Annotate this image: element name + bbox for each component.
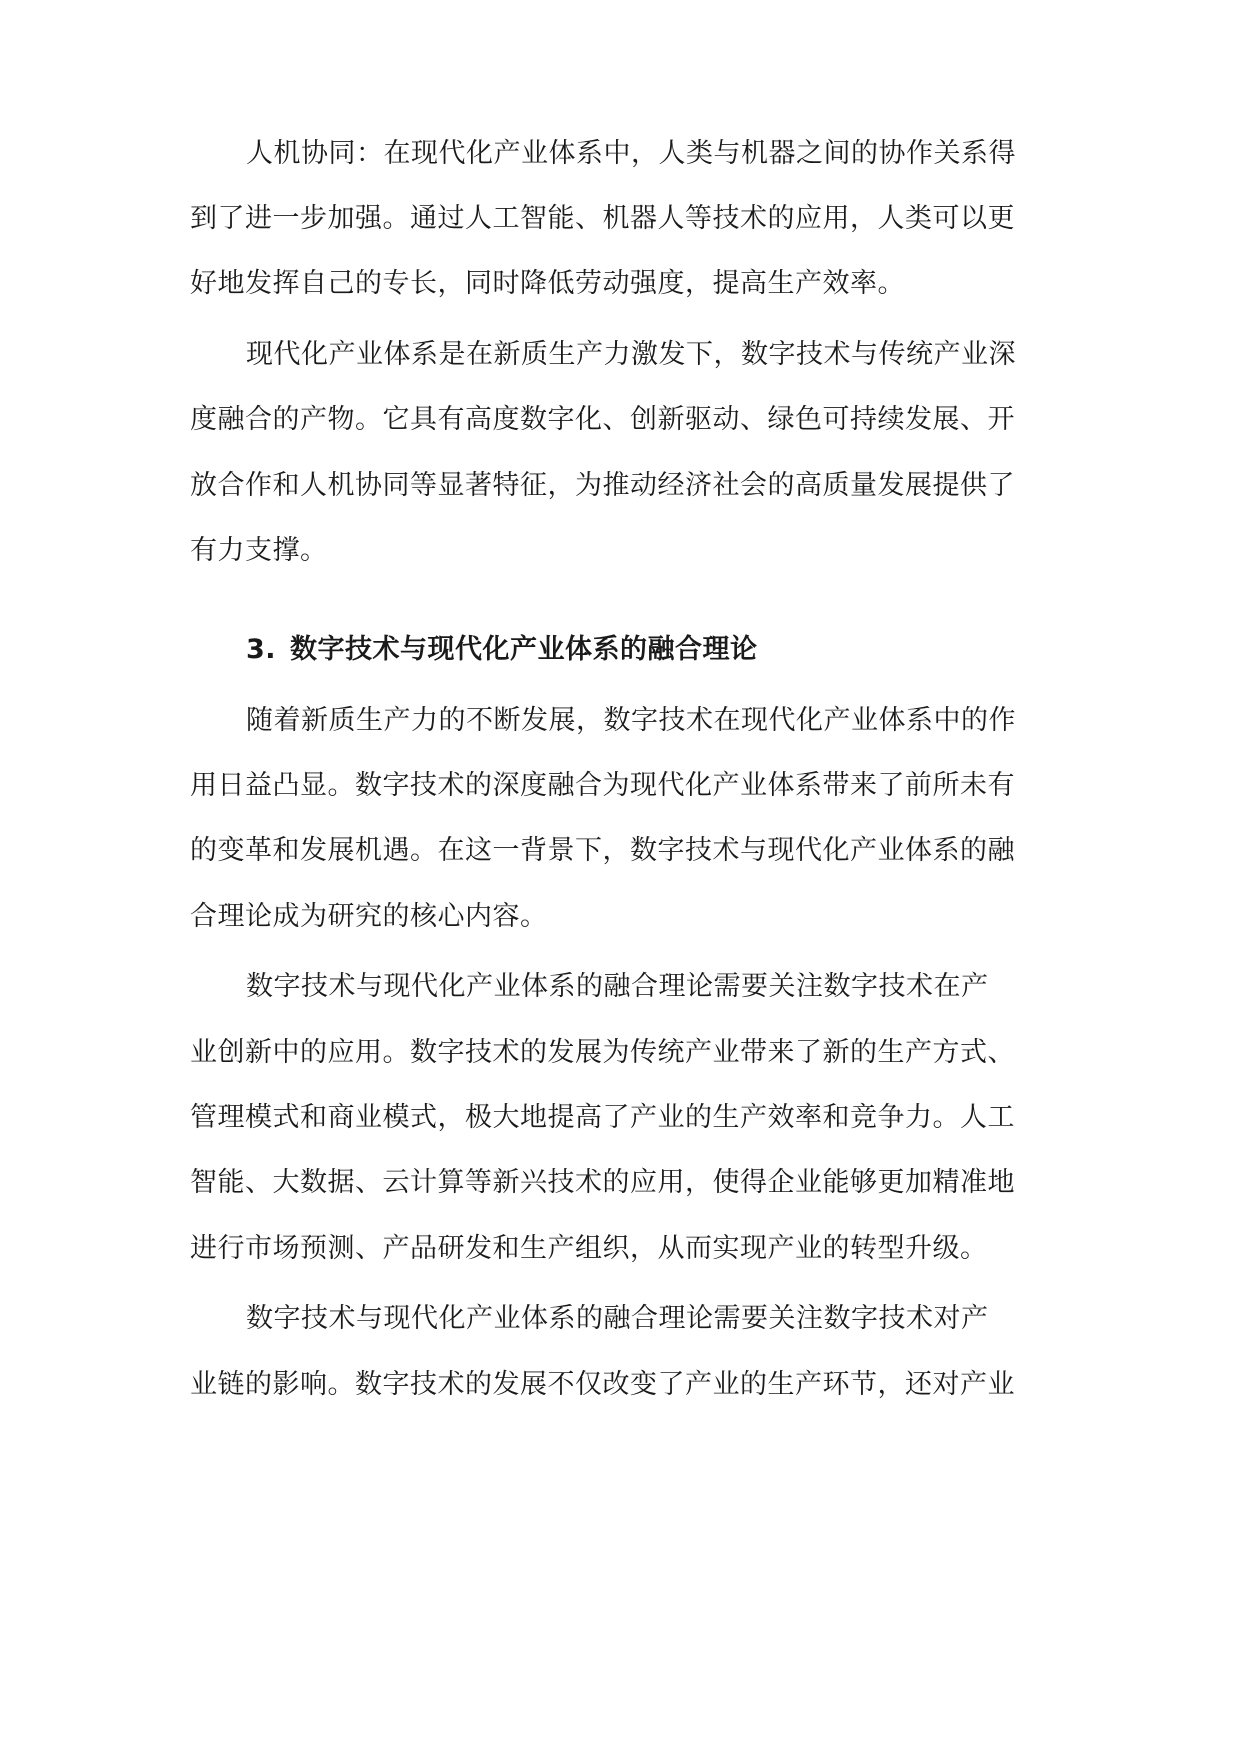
- paragraph-line: 数字技术与现代化产业体系的融合理论需要关注数字技术对产: [246, 1303, 989, 1334]
- paragraph-line: 有力支撑。: [190, 535, 328, 566]
- paragraph-line: 业链的影响。数字技术的发展不仅改变了产业的生产环节，还对产业: [190, 1369, 1015, 1400]
- paragraph-line: 合理论成为研究的核心内容。: [190, 901, 548, 932]
- paragraph-line: 随着新质生产力的不断发展，数字技术在现代化产业体系中的作: [246, 705, 1016, 736]
- section-heading: [246, 632, 758, 668]
- paragraph-line: 管理模式和商业模式，极大地提高了产业的生产效率和竞争力。人工: [190, 1102, 1015, 1133]
- section-number: 3.: [246, 634, 277, 665]
- paragraph-line: 用日益凸显。数字技术的深度融合为现代化产业体系带来了前所未有: [190, 770, 1015, 801]
- paragraph-line: 现代化产业体系是在新质生产力激发下，数字技术与传统产业深: [246, 339, 1016, 370]
- paragraph-line: 度融合的产物。它具有高度数字化、创新驱动、绿色可持续发展、开: [190, 404, 1015, 435]
- paragraph-line: 放合作和人机协同等显著特征，为推动经济社会的高质量发展提供了: [190, 470, 1015, 501]
- paragraph-line: 进行市场预测、产品研发和生产组织，从而实现产业的转型升级。: [190, 1233, 988, 1264]
- paragraph-line: 业创新中的应用。数字技术的发展为传统产业带来了新的生产方式、: [190, 1037, 1015, 1068]
- paragraph-line: 好地发挥自己的专长，同时降低劳动强度，提高生产效率。: [190, 268, 905, 299]
- paragraph-line: 到了进一步加强。通过人工智能、机器人等技术的应用，人类可以更: [190, 203, 1015, 234]
- paragraph-line: 人机协同：在现代化产业体系中，人类与机器之间的协作关系得: [246, 138, 1016, 169]
- paragraph-line: 数字技术与现代化产业体系的融合理论需要关注数字技术在产: [246, 971, 989, 1002]
- paragraph-line: 的变革和发展机遇。在这一背景下，数字技术与现代化产业体系的融: [190, 835, 1015, 866]
- paragraph-line: 智能、大数据、云计算等新兴技术的应用，使得企业能够更加精准地: [190, 1167, 1015, 1198]
- section-title: 数字技术与现代化产业体系的融合理论: [290, 634, 758, 665]
